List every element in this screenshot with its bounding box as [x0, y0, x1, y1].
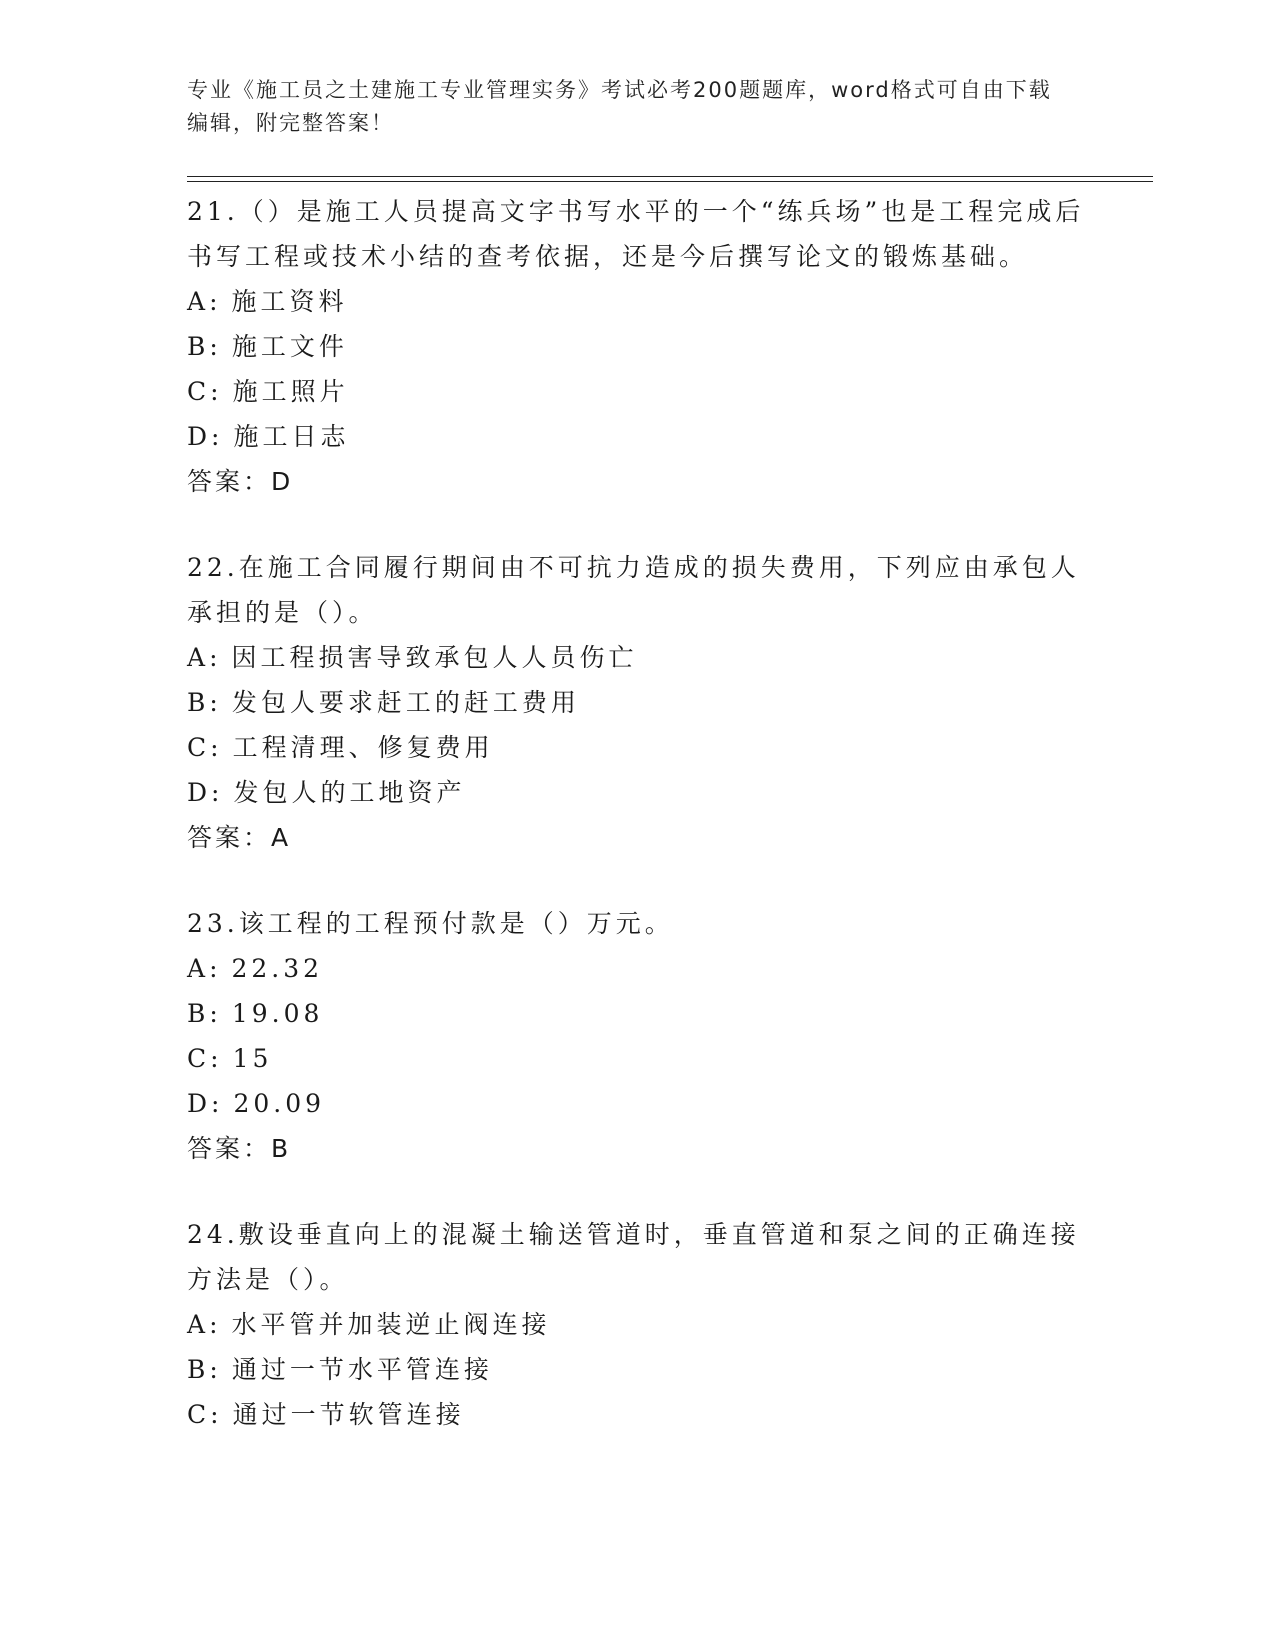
option-key: B	[187, 1355, 210, 1384]
question-number: 22.	[187, 553, 239, 582]
header-rule-bottom	[187, 181, 1153, 182]
option-key: A	[187, 643, 210, 672]
option-separator: :	[210, 1400, 223, 1429]
option-d	[187, 1081, 1087, 1126]
option-b	[187, 680, 1087, 725]
option-a	[187, 1302, 1087, 1347]
question-text	[187, 189, 1087, 279]
option-key: B	[187, 688, 210, 717]
option-text: 发包人的工地资产	[233, 778, 466, 807]
option-text: 施工照片	[232, 377, 349, 406]
option-key: B	[187, 999, 210, 1028]
option-a	[187, 635, 1087, 680]
question-text	[187, 545, 1087, 635]
question-body: 该工程的工程预付款是（）万元。	[238, 909, 674, 938]
option-separator: :	[209, 643, 222, 672]
answer-label: 答案：	[187, 467, 272, 496]
answer-line	[187, 1126, 1087, 1171]
option-d	[187, 414, 1087, 459]
answer-value: D	[271, 467, 294, 496]
option-text: 因工程损害导致承包人人员伤亡	[231, 643, 638, 672]
option-separator: :	[209, 954, 222, 983]
option-key: A	[187, 954, 210, 983]
option-separator: :	[210, 377, 223, 406]
question-text	[187, 1212, 1087, 1302]
option-text: 通过一节软管连接	[232, 1400, 465, 1429]
option-separator: :	[211, 778, 224, 807]
option-text: 施工文件	[231, 332, 348, 361]
option-text: 施工日志	[233, 422, 350, 451]
option-separator: :	[209, 1310, 222, 1339]
option-key: D	[187, 1089, 212, 1118]
option-b	[187, 991, 1087, 1036]
option-key: A	[187, 1310, 210, 1339]
option-separator: :	[209, 999, 222, 1028]
question-24	[187, 1212, 1087, 1437]
option-separator: :	[209, 332, 222, 361]
option-text: 20.09	[233, 1089, 326, 1118]
option-c	[187, 725, 1087, 770]
question-body: 敷设垂直向上的混凝土输送管道时，垂直管道和泵之间的正确连接方法是（）。	[187, 1220, 1080, 1294]
document-header	[187, 74, 1067, 140]
header-title: 专业《施工员之土建施工专业管理实务》考试必考200题题库，word格式可自由下载编辑，附完整答案！	[187, 78, 1052, 135]
option-separator: :	[209, 1355, 222, 1384]
option-key: D	[187, 422, 212, 451]
option-key: C	[187, 1044, 211, 1073]
option-key: B	[187, 332, 210, 361]
option-d	[187, 770, 1087, 815]
question-list	[187, 189, 1087, 1478]
option-separator: :	[209, 287, 222, 316]
option-text: 19.08	[231, 999, 324, 1028]
question-22	[187, 545, 1087, 860]
answer-label: 答案：	[187, 1134, 272, 1163]
option-key: C	[187, 1400, 211, 1429]
answer-line	[187, 815, 1087, 860]
option-b	[187, 324, 1087, 369]
option-separator: :	[211, 422, 224, 451]
header-rule-top	[187, 176, 1153, 177]
option-text: 水平管并加装逆止阀连接	[231, 1310, 551, 1339]
option-text: 发包人要求赶工的赶工费用	[231, 688, 580, 717]
question-body: 在施工合同履行期间由不可抗力造成的损失费用，下列应由承包人承担的是（）。	[187, 553, 1080, 627]
option-c	[187, 1392, 1087, 1437]
option-key: C	[187, 377, 211, 406]
option-text: 工程清理、修复费用	[232, 733, 494, 762]
answer-value: B	[271, 1134, 292, 1163]
option-c	[187, 369, 1087, 414]
question-number: 21.	[187, 197, 239, 226]
answer-value: A	[271, 823, 292, 852]
question-number: 23.	[187, 909, 239, 938]
option-c	[187, 1036, 1087, 1081]
option-text: 通过一节水平管连接	[231, 1355, 493, 1384]
option-text: 15	[232, 1044, 273, 1073]
option-separator: :	[210, 1044, 223, 1073]
option-text: 施工资料	[231, 287, 348, 316]
option-b	[187, 1347, 1087, 1392]
option-text: 22.32	[231, 954, 324, 983]
option-separator: :	[210, 733, 223, 762]
question-number: 24.	[187, 1220, 239, 1249]
option-a	[187, 279, 1087, 324]
option-separator: :	[209, 688, 222, 717]
option-separator: :	[211, 1089, 224, 1118]
answer-label: 答案：	[187, 823, 272, 852]
question-text	[187, 901, 1087, 946]
question-body: （）是施工人员提高文字书写水平的一个“练兵场”也是工程完成后书写工程或技术小结的查考依据，还是今后撰写论文的锻炼基础。	[187, 197, 1085, 271]
option-a	[187, 946, 1087, 991]
question-23	[187, 901, 1087, 1171]
option-key: D	[187, 778, 212, 807]
option-key: A	[187, 287, 210, 316]
option-key: C	[187, 733, 211, 762]
question-21	[187, 189, 1087, 504]
answer-line	[187, 459, 1087, 504]
